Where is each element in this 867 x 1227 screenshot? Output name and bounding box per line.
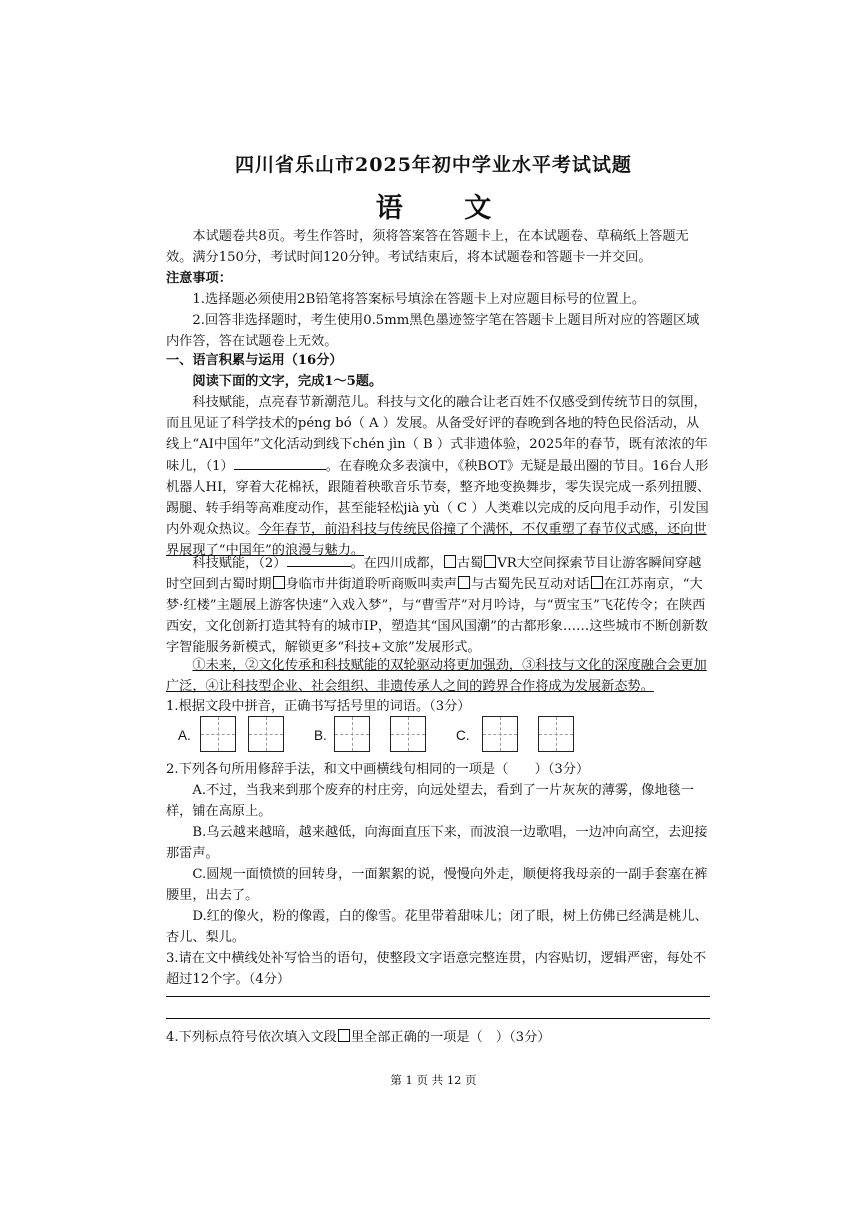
punctuation-box — [591, 576, 603, 589]
option-label-a: A. — [178, 728, 191, 743]
writing-cell[interactable] — [390, 716, 426, 752]
passage-text: 与古蜀先民互动对话 — [470, 577, 590, 592]
passage-text: 。在春晚众多表演中，《秧BOT》无疑是最出圈的节目。16台人形机器人HI，穿着大花棉袄，跟随着秧歌音乐节奏，整齐地变换舞步，零失误完成一系列扭腰、踢腿、转手绢等高难度动作，甚至能轻松jià yù（ C ）人类难以完成的反向甩手动作，引发国内外观众热议。 — [166, 459, 711, 537]
notice-item-1: 1.选择题必须使用2B铅笔将答案标号填涂在答题卡上对应题目标号的位置上。 — [192, 292, 646, 307]
question-2-option-b: B.乌云越来越暗，越来越低，向海面直压下来，而波浪一边歌唱，一边冲向高空，去迎接那雷声。 — [166, 825, 708, 861]
option-label-b: B. — [314, 728, 327, 743]
writing-cell[interactable] — [482, 716, 518, 752]
page-footer: 第 1 页 共 12 页 — [390, 1073, 477, 1087]
punctuation-box — [458, 576, 470, 589]
question-4-stem — [166, 1027, 711, 1048]
option-label-c: C. — [456, 728, 470, 743]
passage-paragraph-3: ①未来，②文化传承和科技赋能的双轮驱动将更加强劲，③科技与文化的深度融合会更加广泛，④让科技型企业、社会组织、非遗传承人之间的跨界合作将成为发展新态势。 — [166, 658, 707, 694]
punctuation-box — [273, 576, 285, 589]
answer-blank-2 — [287, 552, 351, 567]
punctuation-box — [444, 555, 456, 568]
question-2-stem: 2.下列各句所用修辞手法，和文中画横线句相同的一项是（ ）（3分） — [166, 762, 590, 777]
subject-title: 语 文 — [375, 193, 518, 224]
question-4-text: 4.下列标点符号依次填入文段 — [166, 1030, 337, 1045]
writing-cell[interactable] — [248, 716, 284, 752]
passage-text: 身临市井街道聆听商贩叫卖声 — [285, 577, 457, 592]
notice-label: 注意事项： — [166, 271, 232, 286]
punctuation-box — [484, 555, 496, 568]
passage-text: 古蜀 — [456, 556, 484, 571]
underlined-sentence: 今年春节，前沿科技与传统民俗撞了个满怀，不仅重塑了春节仪式感，还向世界展现了“中国年”的浪漫与魅力。 — [166, 522, 707, 558]
passage-paragraph-2 — [166, 552, 711, 658]
answer-blank-1 — [234, 455, 326, 470]
passage-text: 科技赋能，（2） — [192, 556, 287, 571]
question-4-text: 里全部正确的一项是（ ）（3分） — [350, 1030, 551, 1045]
answer-line-2[interactable] — [166, 1018, 710, 1019]
reading-instruction: 阅读下面的文字，完成1～5题。 — [192, 374, 383, 389]
writing-cell[interactable] — [538, 716, 574, 752]
punctuation-box — [338, 1029, 350, 1042]
section-heading: 一、语言积累与运用（16分） — [166, 353, 343, 368]
passage-text: 科技赋能，点亮春节新潮范儿。科技与文化的融合让老百姓不仅感受到传统节日的氛围，而且见证了科学技术的péng bó（ A ）发展。从备受好评的春晚到各地的特色民俗活动，从线上“AI中国年”文化活动到线下chén jìn（ B ）式非遗体验，2025年的春节，既有浓浓的年味儿，（1） — [166, 395, 708, 474]
question-2-option-d: D.红的像火，粉的像霞，白的像雪。花里带着甜味儿；闭了眼，树上仿佛已经满是桃儿、杏儿、梨儿。 — [166, 909, 708, 945]
writing-cell[interactable] — [334, 716, 370, 752]
question-2-option-c: C.圆规一面愤愤的回转身，一面絮絮的说，慢慢向外走，顺便将我母亲的一副手套塞在裤腰里，出去了。 — [166, 867, 708, 903]
question-1-stem: 1.根据文段中拼音，正确书写括号里的词语。（3分） — [166, 699, 471, 714]
exam-title: 四川省乐山市2025年初中学业水平考试试题 — [235, 154, 632, 176]
passage-paragraph-1 — [166, 392, 711, 561]
question-2-option-a: A.不过，当我来到那个废弃的村庄旁，向远处望去，看到了一片灰灰的薄雾，像地毯一样，铺在高原上。 — [166, 783, 695, 819]
question-3-stem: 3.请在文中横线处补写恰当的语句，使整段文字语意完整连贯，内容贴切，逻辑严密，每处不超过12个字。（4分） — [166, 951, 707, 987]
passage-text: 在江苏南京，“大梦·红楼”主题展上游客快速“入戏入梦”，与“曹雪芹”对月吟诗，与“贾宝玉”飞花传令；在陕西西安，文化创新打造其特有的城市IP，塑造其“国风国潮”的古都形象……这些城市不断创新数字智能服务新模式，解锁更多“科技+文旅”发展形式。 — [166, 577, 708, 655]
writing-cell[interactable] — [200, 716, 236, 752]
answer-line-1[interactable] — [166, 996, 710, 997]
passage-text: 。在四川成都， — [350, 556, 443, 571]
passage-text: VR大空间探索节目让游客瞬间穿越时空回到古蜀时期 — [166, 556, 702, 592]
pinyin-writing-grid — [178, 716, 598, 756]
notice-item-2: 2.回答非选择题时，考生使用0.5mm黑色墨迹签字笔在答题卡上题目所对应的答题区域内作答，答在试题卷上无效。 — [166, 313, 700, 349]
intro-paragraph: 本试题卷共8页。考生作答时，须将答案答在答题卡上，在本试题卷、草稿纸上答题无效。满分150分，考试时间120分钟。考试结束后，将本试题卷和答题卡一并交回。 — [166, 229, 689, 265]
